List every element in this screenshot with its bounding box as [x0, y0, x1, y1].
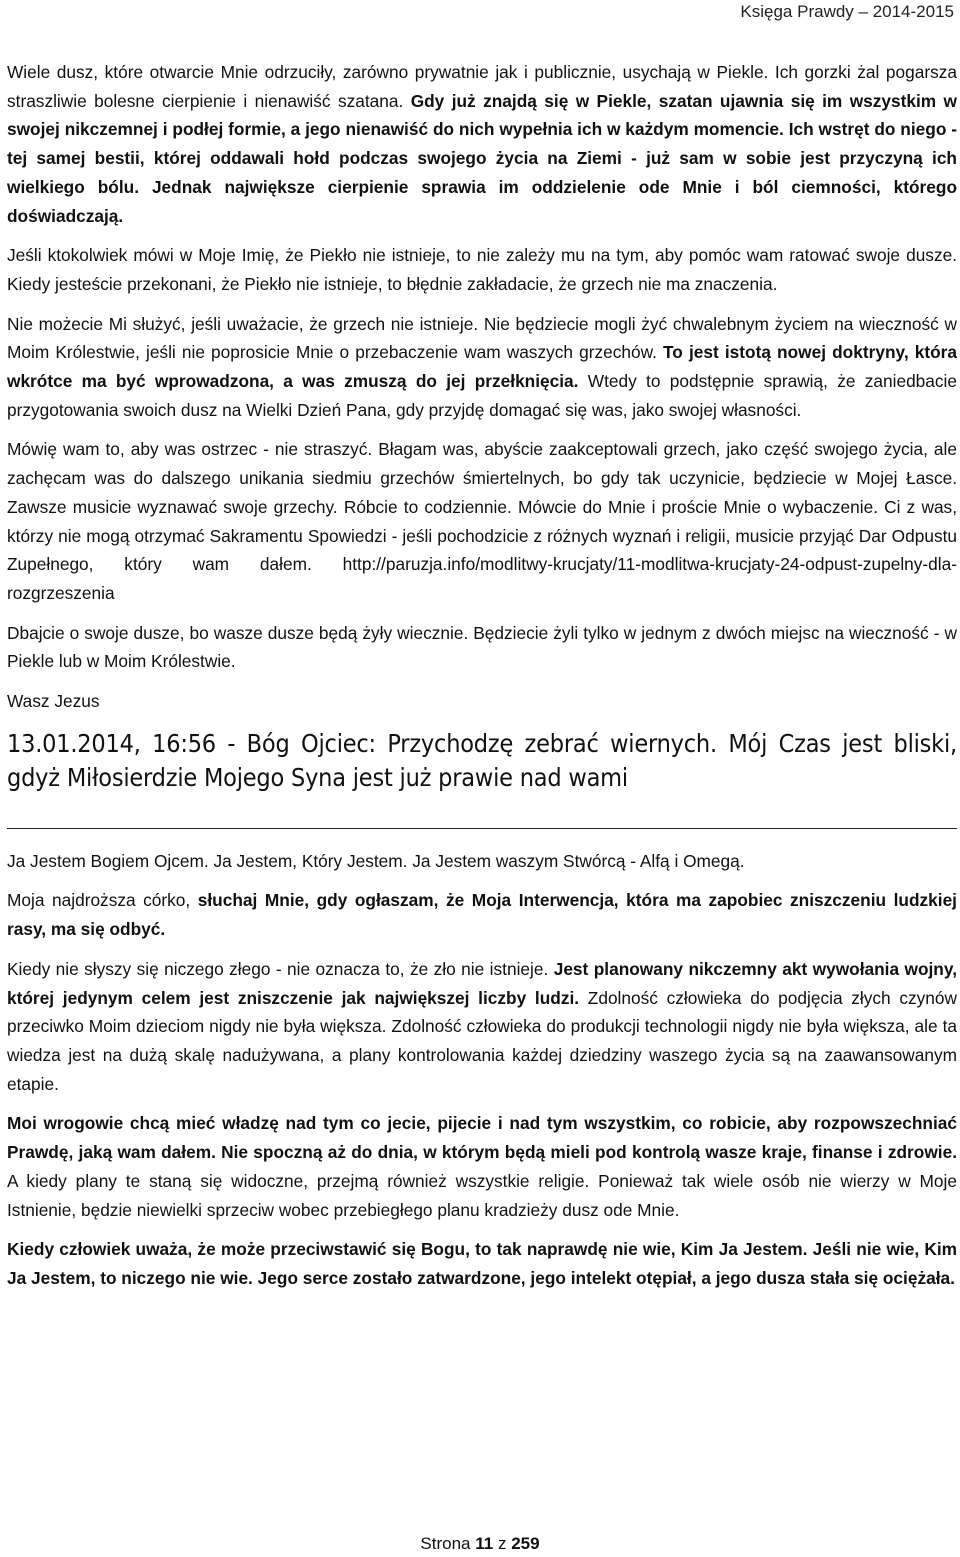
text-run: Dbajcie o swoje dusze, bo wasze dusze będą żyły wiecznie. Będziecie żyli tylko w jednym z dwóch miejsc na wieczność - w Piekle lub w Moim Królestwie. — [7, 622, 957, 672]
bold-text-run: Moi wrogowie chcą mieć władzę nad tym co jecie, pijecie i nad tym wszystkim, co robicie, aby rozpowszechniać Prawdę, jaką wam dałem. Nie spoczną aż do dnia, w którym będą mieli pod kontrolą wasze kraje, finanse i zdrowie. — [7, 1113, 957, 1163]
message-text-top — [7, 58, 957, 716]
paragraph — [7, 241, 957, 298]
text-run: A kiedy plany te staną się widoczne, przejmą również wszystkie religie. Ponieważ tak wiele osób nie wierzy w Moje Istnienie, będzie niewielki sprzeciw wobec przebiegłego planu kradzieży dusz ode Mnie. — [7, 1170, 957, 1220]
footer-of: z — [497, 1534, 507, 1553]
bold-text-run: Gdy już znajdą się w Piekle, szatan ujawnia się im wszystkim w swojej nikczemnej i podłej formie, a jego nienawiść do nich wypełnia ich w każdym momencie. Ich wstręt do niego - tej samej bestii, której oddawali hołd podczas swojego życia na Ziemi - już sam w sobie jest przyczyną ich wielkiego bólu. Jednak największe cierpienie sprawia im oddzielenie ode Mnie i ból ciemności, którego doświadczają. — [7, 90, 957, 226]
text-run: Nie możecie Mi służyć, jeśli uważacie, że grzech nie istnieje. Nie będziecie mogli żyć chwalebnym życiem na wieczność w Moim Królestwie, jeśli nie poprosicie Mnie o przebaczenie wam waszych grzechów. — [7, 313, 957, 363]
text-run: Wasz Jezus — [7, 691, 100, 712]
page-number: 11 — [475, 1534, 494, 1553]
paragraph — [7, 310, 957, 425]
paragraph — [7, 1109, 957, 1224]
message-heading: 13.01.2014, 16:56 - Bóg Ojciec: Przychodzę zebrać wiernych. Mój Czas jest bliski, gdyż Miłosierdzie Mojego Syna jest już prawie nad wami — [7, 728, 957, 793]
paragraph — [7, 58, 957, 230]
page-footer — [0, 1533, 960, 1555]
paragraph — [7, 955, 957, 1099]
text-run: Jeśli ktokolwiek mówi w Moje Imię, że Piekło nie istnieje, to nie zależy mu na tym, aby pomóc wam ratować swoje dusze. Kiedy jesteście przekonani, że Piekło nie istnieje, to błędnie zakładacie, że grzech nie ma znaczenia. — [7, 245, 957, 294]
page-body — [7, 58, 957, 1304]
paragraph — [7, 886, 957, 943]
paragraph — [7, 847, 957, 876]
message-text-bottom — [7, 847, 957, 1293]
text-run: Mówię wam to, aby was ostrzec - nie straszyć. Błagam was, abyście zaakceptowali grzech, jako część swojego życia, ale zachęcam was do dalszego unikania siedmiu grzechów śmiertelnych, bo gdy tak uczynicie, będziecie w Mojej Łasce. Zawsze musicie wyznawać swoje grzechy. Róbcie to codziennie. Mówcie do Mnie i proście Mnie o wybaczenie. Ci z was, którzy nie mogą otrzymać Sakramentu Spowiedzi - jeśli pochodzicie z różnych wyznań i religii, musicie przyjąć Dar Odpustu Zupełnego, który wam dałem. http://paruzja.info/modlitwy-krucjaty/11-modlitwa-krucjaty-24-odpust-zupelny-dla-rozgrzeszenia — [7, 439, 957, 603]
text-run: Kiedy nie słyszy się niczego złego - nie oznacza to, że zło nie istnieje. — [7, 958, 554, 979]
bold-text-run: Jest planowany nikczemny akt wywołania wojny, której jedynym celem jest zniszczenie jak największej liczby ludzi. — [7, 958, 957, 1008]
page-total: 259 — [511, 1534, 540, 1553]
text-run: Zdolność człowieka do podjęcia złych czynów przeciwko Moim dzieciom nigdy nie była większa. Zdolność człowieka do produkcji technologii nigdy nie była większa, ale ta wiedza jest na dużą skalę nadużywana, a plany kontrolowania każdej dziedziny waszego życia są na zaawansowanym etapie. — [7, 987, 957, 1094]
paragraph — [7, 619, 957, 676]
text-run: Wiele dusz, które otwarcie Mnie odrzuciły, zarówno prywatnie jak i publicznie, usychają w Piekle. Ich gorzki żal pogarsza straszliwie bolesne cierpienie i nienawiść szatana. — [7, 62, 957, 111]
paragraph — [7, 1235, 957, 1292]
footer-label: Strona — [420, 1534, 471, 1553]
text-run: Ja Jestem Bogiem Ojcem. Ja Jestem, Który Jestem. Ja Jestem waszym Stwórcą - Alfą i Omegą. — [7, 850, 745, 871]
bold-text-run: To jest istotą nowej doktryny, która wkrótce ma być wprowadzona, a was zmuszą do jej przełknięcia. — [7, 342, 957, 392]
text-run: Wtedy to podstępnie sprawią, że zaniedbacie przygotowania swoich dusz na Wielki Dzień Pana, gdy przyjdę domagać się was, jako swojej własności. — [7, 371, 957, 420]
paragraph — [7, 435, 957, 607]
heading-divider — [7, 828, 957, 829]
text-run: Moja najdroższa córko, — [7, 890, 198, 911]
bold-text-run: słuchaj Mnie, gdy ogłaszam, że Moja Interwencja, która ma zapobiec zniszczeniu ludzkiej rasy, ma się odbyć. — [7, 890, 957, 940]
running-header: Księga Prawdy – 2014-2015 — [740, 2, 954, 21]
paragraph — [7, 687, 957, 716]
bold-text-run: Kiedy człowiek uważa, że może przeciwstawić się Bogu, to tak naprawdę nie wie, Kim Ja Jestem. Jeśli nie wie, Kim Ja Jestem, to niczego nie wie. Jego serce zostało zatwardzone, jego intelekt otępiał, a jego dusza stała się ociężała. — [7, 1239, 957, 1288]
